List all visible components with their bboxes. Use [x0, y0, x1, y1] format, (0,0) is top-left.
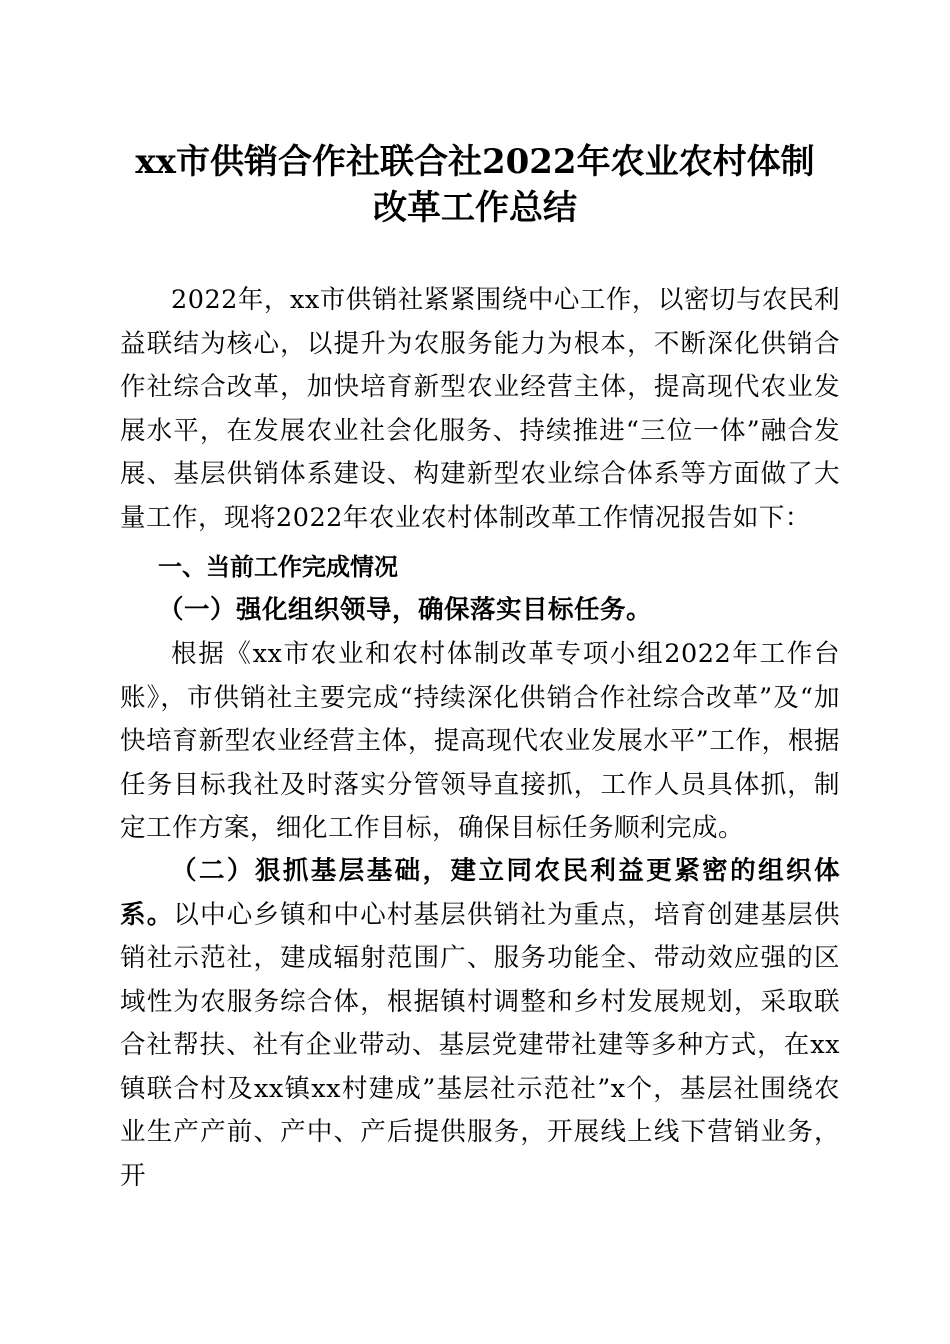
document-title-line2: 改革工作总结 [373, 188, 577, 228]
subsection-grassroots [120, 850, 840, 1198]
document-title-line1: xx市供销合作社联合社2022年农业农村体制 [135, 142, 815, 182]
subsection-heading-organization: （一）强化组织领导，确保落实目标任务。 [158, 595, 653, 625]
subsection-body-organization: 根据《xx市农业和农村体制改革专项小组2022年工作台账》，市供销社主要完成“持续深化供销合作社综合改革”及“加快培育新型农业经营主体，提高现代农业发展水平”工作，根据任务目标我社及时落实分管领导直接抓，工作人员具体抓，制定工作方案，细化工作目标，确保目标任务顺利完成。 [120, 639, 840, 843]
section-heading-current-work: 一、当前工作完成情况 [158, 553, 398, 581]
subsection-body-grassroots: 以中心乡镇和中心村基层供销社为重点，培育创建基层供销社示范社，建成辐射范围广、服务功能全、带动效应强的区域性为农服务综合体，根据镇村调整和乡村发展规划，采取联合社帮扶、社有企业带动、基层党建带社建等多种方式，在xx镇联合村及xx镇xx村建成”基层社示范社”x个，基层社围绕农业生产产前、产中、产后提供服务，开展线上线下营销业务，开 [120, 899, 840, 1191]
intro-paragraph: 2022年，xx市供销社紧紧围绕中心工作，以密切与农民利益联结为核心，以提升为农服务能力为根本，不断深化供销合作社综合改革，加快培育新型农业经营主体，提高现代农业发展水平，在发展农业社会化服务、持续推进“三位一体”融合发展、基层供销体系建设、构建新型农业综合体系等方面做了大量工作，现将2022年农业农村体制改革工作情况报告如下： [120, 285, 840, 533]
subsection-heading-grassroots: （二）狠抓基层基础，建立同农民利益更紧密的组织体系。 [120, 856, 840, 930]
